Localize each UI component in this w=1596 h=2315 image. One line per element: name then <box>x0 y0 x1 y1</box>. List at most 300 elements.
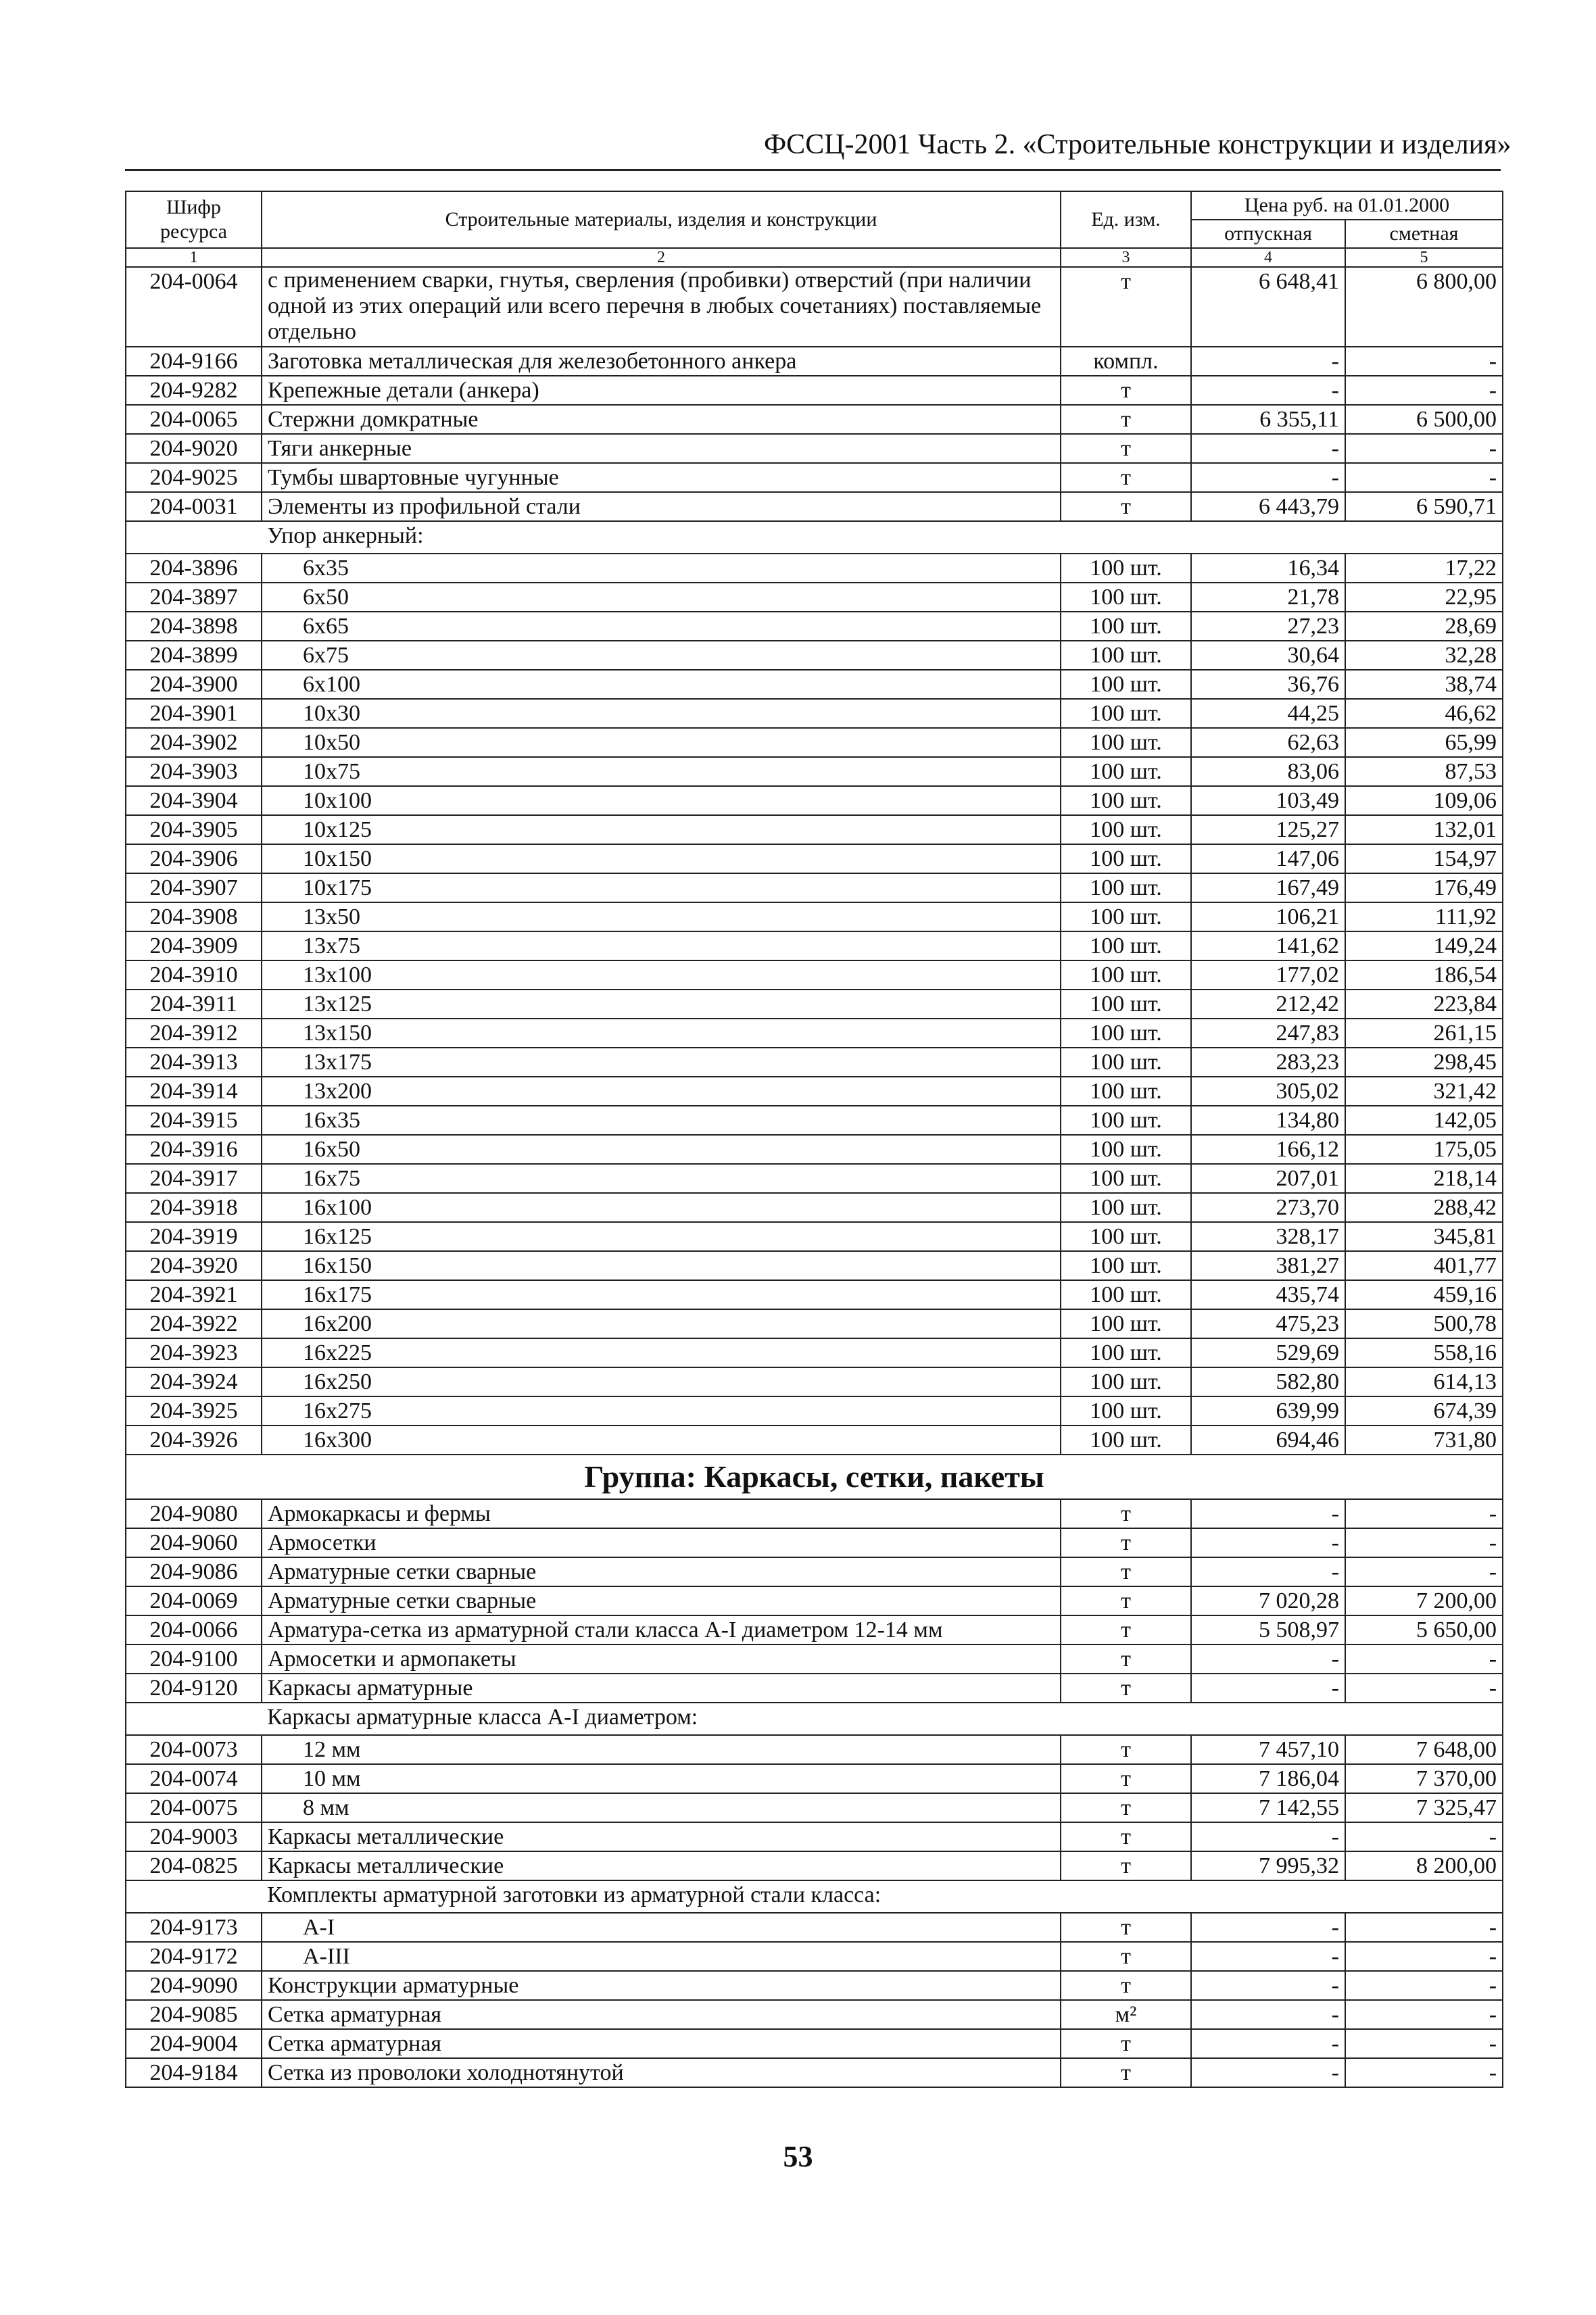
col-number: 2 <box>262 248 1061 267</box>
estimate-price: 558,16 <box>1345 1338 1503 1367</box>
unit-of-measure: 100 шт. <box>1061 902 1191 931</box>
unit-of-measure: т <box>1061 1644 1191 1674</box>
release-price: 177,02 <box>1191 960 1345 990</box>
column-number-row <box>126 248 1503 267</box>
resource-code: 204-9003 <box>126 1822 262 1851</box>
estimate-price: 321,42 <box>1345 1077 1503 1106</box>
estimate-price: - <box>1345 1674 1503 1703</box>
material-name: Каркасы металлические <box>262 1822 1061 1851</box>
release-price: 103,49 <box>1191 786 1345 815</box>
page-header-title: ФССЦ-2001 Часть 2. «Строительные конструкции и изделия» <box>764 129 1512 160</box>
material-name: 6x35 <box>262 554 1061 583</box>
unit-of-measure: т <box>1061 1528 1191 1557</box>
table-row <box>126 873 1503 902</box>
unit-of-measure: т <box>1061 2029 1191 2058</box>
resource-code: 204-3898 <box>126 612 262 641</box>
estimate-price: 175,05 <box>1345 1135 1503 1164</box>
material-name: 12 мм <box>262 1735 1061 1764</box>
unit-of-measure: 100 шт. <box>1061 931 1191 960</box>
unit-of-measure: т <box>1061 376 1191 405</box>
unit-of-measure: 100 шт. <box>1061 873 1191 902</box>
resource-code: 204-3908 <box>126 902 262 931</box>
estimate-price: 142,05 <box>1345 1106 1503 1135</box>
estimate-price: 22,95 <box>1345 583 1503 612</box>
estimate-price: 298,45 <box>1345 1048 1503 1077</box>
group-row <box>126 1455 1503 1499</box>
table-row <box>126 641 1503 670</box>
table-row <box>126 1280 1503 1309</box>
release-price: - <box>1191 2000 1345 2029</box>
resource-code: 204-9120 <box>126 1674 262 1703</box>
estimate-price: - <box>1345 1528 1503 1557</box>
unit-of-measure: 100 шт. <box>1061 699 1191 728</box>
resource-code: 204-9004 <box>126 2029 262 2058</box>
estimate-price: 5 650,00 <box>1345 1615 1503 1644</box>
resource-code: 204-9282 <box>126 376 262 405</box>
unit-of-measure: т <box>1061 1793 1191 1822</box>
resource-code: 204-3926 <box>126 1425 262 1455</box>
material-name: Тумбы швартовные чугунные <box>262 463 1061 492</box>
table-row <box>126 492 1503 521</box>
release-price: - <box>1191 1499 1345 1528</box>
table-row <box>126 728 1503 757</box>
resource-code: 204-3913 <box>126 1048 262 1077</box>
material-name: Конструкции арматурные <box>262 1971 1061 2000</box>
unit-of-measure: 100 шт. <box>1061 1106 1191 1135</box>
estimate-price: 111,92 <box>1345 902 1503 931</box>
table-row <box>126 699 1503 728</box>
release-price: 6 355,11 <box>1191 405 1345 434</box>
unit-of-measure: т <box>1061 1615 1191 1644</box>
unit-of-measure: 100 шт. <box>1061 1280 1191 1309</box>
estimate-price: - <box>1345 1971 1503 2000</box>
resource-code: 204-9086 <box>126 1557 262 1586</box>
resource-code: 204-3923 <box>126 1338 262 1367</box>
unit-of-measure: 100 шт. <box>1061 757 1191 786</box>
estimate-price: 731,80 <box>1345 1425 1503 1455</box>
table-row <box>126 1338 1503 1367</box>
release-price: - <box>1191 2058 1345 2087</box>
table-row <box>126 405 1503 434</box>
release-price: 529,69 <box>1191 1338 1345 1367</box>
estimate-price: 65,99 <box>1345 728 1503 757</box>
unit-of-measure: 100 шт. <box>1061 960 1191 990</box>
estimate-price: 6 800,00 <box>1345 267 1503 347</box>
material-name: 16x225 <box>262 1338 1061 1367</box>
unit-of-measure: 100 шт. <box>1061 1251 1191 1280</box>
unit-of-measure: 100 шт. <box>1061 990 1191 1019</box>
release-price: 147,06 <box>1191 844 1345 873</box>
material-name: Сетка арматурная <box>262 2029 1061 2058</box>
material-name: 16x125 <box>262 1222 1061 1251</box>
section-row <box>126 1703 1503 1735</box>
estimate-price: - <box>1345 1822 1503 1851</box>
unit-of-measure: 100 шт. <box>1061 1135 1191 1164</box>
release-price: 328,17 <box>1191 1222 1345 1251</box>
estimate-price: 218,14 <box>1345 1164 1503 1193</box>
col-header-price: Цена руб. на 01.01.2000 <box>1191 191 1503 220</box>
material-name: Каркасы арматурные <box>262 1674 1061 1703</box>
table-row <box>126 1971 1503 2000</box>
table-row <box>126 960 1503 990</box>
section-code-cell <box>126 1880 262 1913</box>
release-price: 125,27 <box>1191 815 1345 844</box>
material-name: 6x100 <box>262 670 1061 699</box>
resource-code: 204-3914 <box>126 1077 262 1106</box>
release-price: 207,01 <box>1191 1164 1345 1193</box>
estimate-price: - <box>1345 1499 1503 1528</box>
resource-code: 204-3922 <box>126 1309 262 1338</box>
release-price: 7 186,04 <box>1191 1764 1345 1793</box>
material-name: Арматурные сетки сварные <box>262 1586 1061 1615</box>
col-header-price-estimate: сметная <box>1345 220 1503 248</box>
unit-of-measure: т <box>1061 1851 1191 1880</box>
price-table <box>125 191 1503 2088</box>
resource-code: 204-0825 <box>126 1851 262 1880</box>
resource-code: 204-3903 <box>126 757 262 786</box>
header-rule <box>125 169 1501 171</box>
material-name: 13x175 <box>262 1048 1061 1077</box>
release-price: 36,76 <box>1191 670 1345 699</box>
estimate-price: 674,39 <box>1345 1396 1503 1425</box>
material-name: 8 мм <box>262 1793 1061 1822</box>
release-price: - <box>1191 434 1345 463</box>
resource-code: 204-0066 <box>126 1615 262 1644</box>
resource-code: 204-9060 <box>126 1528 262 1557</box>
release-price: 305,02 <box>1191 1077 1345 1106</box>
resource-code: 204-9100 <box>126 1644 262 1674</box>
material-name: А-III <box>262 1942 1061 1971</box>
release-price: 30,64 <box>1191 641 1345 670</box>
estimate-price: 109,06 <box>1345 786 1503 815</box>
table-row <box>126 1019 1503 1048</box>
unit-of-measure: 100 шт. <box>1061 786 1191 815</box>
material-name: 10 мм <box>262 1764 1061 1793</box>
resource-code: 204-3905 <box>126 815 262 844</box>
resource-code: 204-3919 <box>126 1222 262 1251</box>
table-row <box>126 1106 1503 1135</box>
estimate-price: - <box>1345 1557 1503 1586</box>
resource-code: 204-0074 <box>126 1764 262 1793</box>
material-name: 10x150 <box>262 844 1061 873</box>
unit-of-measure: т <box>1061 1942 1191 1971</box>
table-row <box>126 1077 1503 1106</box>
unit-of-measure: 100 шт. <box>1061 1367 1191 1396</box>
material-name: 16x250 <box>262 1367 1061 1396</box>
table-row <box>126 1309 1503 1338</box>
material-name: 16x175 <box>262 1280 1061 1309</box>
group-title: Группа: Каркасы, сетки, пакеты <box>126 1455 1503 1499</box>
release-price: - <box>1191 376 1345 405</box>
release-price: 166,12 <box>1191 1135 1345 1164</box>
release-price: 141,62 <box>1191 931 1345 960</box>
material-name: 6x75 <box>262 641 1061 670</box>
material-name: 10x175 <box>262 873 1061 902</box>
table-row <box>126 463 1503 492</box>
unit-of-measure: т <box>1061 1557 1191 1586</box>
table-row <box>126 990 1503 1019</box>
estimate-price: 46,62 <box>1345 699 1503 728</box>
material-name: с применением сварки, гнутья, сверления (пробивки) отверстий (при наличии одной из этих операций или всего перечня в любых сочетаниях) поставляемые отдельно <box>262 267 1061 347</box>
material-name: 16x75 <box>262 1164 1061 1193</box>
resource-code: 204-9020 <box>126 434 262 463</box>
unit-of-measure: 100 шт. <box>1061 844 1191 873</box>
release-price: 381,27 <box>1191 1251 1345 1280</box>
estimate-price: - <box>1345 463 1503 492</box>
release-price: 6 648,41 <box>1191 267 1345 347</box>
estimate-price: 154,97 <box>1345 844 1503 873</box>
release-price: 7 020,28 <box>1191 1586 1345 1615</box>
material-name: 10x100 <box>262 786 1061 815</box>
estimate-price: 38,74 <box>1345 670 1503 699</box>
estimate-price: 17,22 <box>1345 554 1503 583</box>
unit-of-measure: т <box>1061 1822 1191 1851</box>
table-row <box>126 1193 1503 1222</box>
material-name: 13x75 <box>262 931 1061 960</box>
resource-code: 204-9184 <box>126 2058 262 2087</box>
resource-code: 204-3924 <box>126 1367 262 1396</box>
table-row <box>126 434 1503 463</box>
estimate-price: 28,69 <box>1345 612 1503 641</box>
unit-of-measure: 100 шт. <box>1061 1425 1191 1455</box>
material-name: Сетка из проволоки холоднотянутой <box>262 2058 1061 2087</box>
page-number: 53 <box>783 2140 813 2173</box>
table-row <box>126 670 1503 699</box>
material-name: Армосетки <box>262 1528 1061 1557</box>
col-header-name: Строительные материалы, изделия и конструкции <box>262 191 1061 248</box>
material-name: Элементы из профильной стали <box>262 492 1061 521</box>
release-price: - <box>1191 1971 1345 2000</box>
resource-code: 204-9090 <box>126 1971 262 2000</box>
section-row <box>126 521 1503 554</box>
price-table-body <box>126 267 1503 2087</box>
resource-code: 204-0031 <box>126 492 262 521</box>
unit-of-measure: 100 шт. <box>1061 1396 1191 1425</box>
release-price: - <box>1191 1822 1345 1851</box>
section-code-cell <box>126 521 262 554</box>
release-price: 435,74 <box>1191 1280 1345 1309</box>
unit-of-measure: м² <box>1061 2000 1191 2029</box>
material-name: 13x150 <box>262 1019 1061 1048</box>
table-row <box>126 1557 1503 1586</box>
release-price: 7 142,55 <box>1191 1793 1345 1822</box>
unit-of-measure: 100 шт. <box>1061 1019 1191 1048</box>
estimate-price: 32,28 <box>1345 641 1503 670</box>
estimate-price: 186,54 <box>1345 960 1503 990</box>
table-row <box>126 347 1503 376</box>
resource-code: 204-3921 <box>126 1280 262 1309</box>
material-name: 10x30 <box>262 699 1061 728</box>
release-price: 134,80 <box>1191 1106 1345 1135</box>
resource-code: 204-3897 <box>126 583 262 612</box>
unit-of-measure: 100 шт. <box>1061 1048 1191 1077</box>
material-name: Арматура-сетка из арматурной стали класса А-I диаметром 12-14 мм <box>262 1615 1061 1644</box>
release-price: 106,21 <box>1191 902 1345 931</box>
resource-code: 204-0073 <box>126 1735 262 1764</box>
material-name: 16x100 <box>262 1193 1061 1222</box>
resource-code: 204-3896 <box>126 554 262 583</box>
resource-code: 204-0075 <box>126 1793 262 1822</box>
material-name: 13x50 <box>262 902 1061 931</box>
estimate-price: - <box>1345 376 1503 405</box>
resource-code: 204-3916 <box>126 1135 262 1164</box>
table-row <box>126 1793 1503 1822</box>
release-price: 16,34 <box>1191 554 1345 583</box>
unit-of-measure: 100 шт. <box>1061 1077 1191 1106</box>
section-title: Комплекты арматурной заготовки из арматурной стали класса: <box>262 1880 1503 1913</box>
resource-code: 204-3899 <box>126 641 262 670</box>
unit-of-measure: т <box>1061 1735 1191 1764</box>
estimate-price: 500,78 <box>1345 1309 1503 1338</box>
estimate-price: 288,42 <box>1345 1193 1503 1222</box>
release-price: 44,25 <box>1191 699 1345 728</box>
table-row <box>126 1367 1503 1396</box>
release-price: - <box>1191 1644 1345 1674</box>
col-number: 3 <box>1061 248 1191 267</box>
table-row <box>126 1396 1503 1425</box>
price-table-container <box>125 191 1502 2088</box>
material-name: Арматурные сетки сварные <box>262 1557 1061 1586</box>
table-row <box>126 1735 1503 1764</box>
table-row <box>126 815 1503 844</box>
unit-of-measure: 100 шт. <box>1061 1222 1191 1251</box>
estimate-price: - <box>1345 2058 1503 2087</box>
estimate-price: 7 325,47 <box>1345 1793 1503 1822</box>
col-number: 5 <box>1345 248 1503 267</box>
unit-of-measure: т <box>1061 463 1191 492</box>
unit-of-measure: т <box>1061 1674 1191 1703</box>
unit-of-measure: т <box>1061 1913 1191 1942</box>
table-row <box>126 2000 1503 2029</box>
estimate-price: 176,49 <box>1345 873 1503 902</box>
material-name: 10x75 <box>262 757 1061 786</box>
release-price: - <box>1191 2029 1345 2058</box>
resource-code: 204-3918 <box>126 1193 262 1222</box>
estimate-price: 7 648,00 <box>1345 1735 1503 1764</box>
table-row <box>126 1251 1503 1280</box>
unit-of-measure: 100 шт. <box>1061 641 1191 670</box>
material-name: 13x125 <box>262 990 1061 1019</box>
resource-code: 204-3909 <box>126 931 262 960</box>
resource-code: 204-3911 <box>126 990 262 1019</box>
resource-code: 204-3906 <box>126 844 262 873</box>
material-name: Сетка арматурная <box>262 2000 1061 2029</box>
estimate-price: 6 590,71 <box>1345 492 1503 521</box>
table-row <box>126 902 1503 931</box>
material-name: 6x65 <box>262 612 1061 641</box>
estimate-price: 132,01 <box>1345 815 1503 844</box>
release-price: 167,49 <box>1191 873 1345 902</box>
section-title: Упор анкерный: <box>262 521 1503 554</box>
material-name: 10x125 <box>262 815 1061 844</box>
estimate-price: 345,81 <box>1345 1222 1503 1251</box>
release-price: - <box>1191 1913 1345 1942</box>
table-row <box>126 1942 1503 1971</box>
material-name: 16x35 <box>262 1106 1061 1135</box>
estimate-price: 459,16 <box>1345 1280 1503 1309</box>
col-number: 4 <box>1191 248 1345 267</box>
unit-of-measure: т <box>1061 434 1191 463</box>
estimate-price: 149,24 <box>1345 931 1503 960</box>
resource-code: 204-3925 <box>126 1396 262 1425</box>
estimate-price: 261,15 <box>1345 1019 1503 1048</box>
material-name: Армосетки и армопакеты <box>262 1644 1061 1674</box>
unit-of-measure: 100 шт. <box>1061 612 1191 641</box>
material-name: 16x150 <box>262 1251 1061 1280</box>
material-name: Крепежные детали (анкера) <box>262 376 1061 405</box>
release-price: 694,46 <box>1191 1425 1345 1455</box>
material-name: 6x50 <box>262 583 1061 612</box>
material-name: 16x275 <box>262 1396 1061 1425</box>
unit-of-measure: т <box>1061 1971 1191 2000</box>
table-row <box>126 1913 1503 1942</box>
release-price: 21,78 <box>1191 583 1345 612</box>
unit-of-measure: 100 шт. <box>1061 1309 1191 1338</box>
col-header-unit: Ед. изм. <box>1061 191 1191 248</box>
resource-code: 204-3917 <box>126 1164 262 1193</box>
release-price: 475,23 <box>1191 1309 1345 1338</box>
release-price: 6 443,79 <box>1191 492 1345 521</box>
material-name: 10x50 <box>262 728 1061 757</box>
unit-of-measure: т <box>1061 492 1191 521</box>
material-name: Каркасы металлические <box>262 1851 1061 1880</box>
resource-code: 204-9085 <box>126 2000 262 2029</box>
unit-of-measure: 100 шт. <box>1061 1193 1191 1222</box>
section-code-cell <box>126 1703 262 1735</box>
col-header-code: Шифр ресурса <box>126 191 262 248</box>
unit-of-measure: т <box>1061 1499 1191 1528</box>
unit-of-measure: 100 шт. <box>1061 1164 1191 1193</box>
release-price: 7 995,32 <box>1191 1851 1345 1880</box>
resource-code: 204-3912 <box>126 1019 262 1048</box>
material-name: 16x50 <box>262 1135 1061 1164</box>
release-price: 62,63 <box>1191 728 1345 757</box>
table-row <box>126 1164 1503 1193</box>
unit-of-measure: т <box>1061 405 1191 434</box>
resource-code: 204-3904 <box>126 786 262 815</box>
unit-of-measure: 100 шт. <box>1061 670 1191 699</box>
resource-code: 204-0069 <box>126 1586 262 1615</box>
table-row <box>126 1528 1503 1557</box>
release-price: 273,70 <box>1191 1193 1345 1222</box>
table-row <box>126 1764 1503 1793</box>
material-name: Стержни домкратные <box>262 405 1061 434</box>
estimate-price: - <box>1345 347 1503 376</box>
table-row <box>126 844 1503 873</box>
table-row <box>126 1674 1503 1703</box>
estimate-price: 8 200,00 <box>1345 1851 1503 1880</box>
col-number: 1 <box>126 248 262 267</box>
resource-code: 204-3900 <box>126 670 262 699</box>
material-name: Тяги анкерные <box>262 434 1061 463</box>
release-price: - <box>1191 1942 1345 1971</box>
table-row <box>126 1822 1503 1851</box>
resource-code: 204-9166 <box>126 347 262 376</box>
release-price: 639,99 <box>1191 1396 1345 1425</box>
estimate-price: 7 370,00 <box>1345 1764 1503 1793</box>
material-name: 16x300 <box>262 1425 1061 1455</box>
unit-of-measure: 100 шт. <box>1061 583 1191 612</box>
release-price: - <box>1191 1557 1345 1586</box>
resource-code: 204-9173 <box>126 1913 262 1942</box>
resource-code: 204-0065 <box>126 405 262 434</box>
estimate-price: - <box>1345 2029 1503 2058</box>
table-row <box>126 2029 1503 2058</box>
material-name: 13x200 <box>262 1077 1061 1106</box>
resource-code: 204-3907 <box>126 873 262 902</box>
estimate-price: - <box>1345 434 1503 463</box>
unit-of-measure: т <box>1061 2058 1191 2087</box>
